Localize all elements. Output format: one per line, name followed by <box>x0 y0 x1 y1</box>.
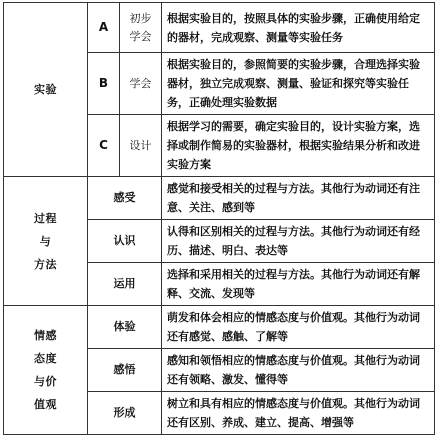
dimension-process-method <box>4 177 88 306</box>
description-cell: 萌发和体会相应的情感态度与价值观。其他行为动词还有感觉、感触、了解等 <box>162 306 435 349</box>
dimension-line: 方法 <box>34 257 57 271</box>
dimension-line: 过程 <box>34 211 57 225</box>
dimension-emotion-attitude-values <box>4 306 88 435</box>
verb-cell: 形成 <box>88 392 162 435</box>
verb-cell: 感悟 <box>88 349 162 392</box>
verb-cell: 体验 <box>88 306 162 349</box>
dimension-line: 与价 <box>34 375 57 388</box>
verb-cell: 运用 <box>88 263 162 306</box>
verb-cell: 感受 <box>88 177 162 220</box>
description-cell: 认得和区别相关的过程与方法。其他行为动词还有经历、描述、明白、表达等 <box>162 220 435 263</box>
description-cell: 感觉和接受相关的过程与方法。其他行为动词还有注意、关注、感到等 <box>162 177 435 220</box>
description-cell: 根据实验目的，参照简要的实验步骤，合理选择实验器材，独立完成观察、测量、验证和探究等实验任务，正确处理实验数据 <box>162 53 435 115</box>
table-row <box>4 3 435 53</box>
verb-cell: 认识 <box>88 220 162 263</box>
level-cell: B <box>88 53 120 115</box>
verb-cell: 初步学会 <box>120 3 162 53</box>
description-cell: 根据学习的需要，确定实验目的，设计实验方案，选择或制作简易的实验器材，根据实验结果分析和改进实验方案 <box>162 115 435 177</box>
dimension-line: 态度 <box>34 352 57 365</box>
verb-cell: 学会 <box>120 53 162 115</box>
objectives-table <box>3 2 435 435</box>
table-row <box>4 306 435 349</box>
dimension-experiment: 实验 <box>4 3 88 177</box>
description-cell: 树立和具有相应的情感态度与价值观。其他行为动词还有区别、养成、建立、提高、增强等 <box>162 392 435 435</box>
level-cell: A <box>88 3 120 53</box>
dimension-line: 值观 <box>34 398 57 411</box>
description-cell: 根据实验目的，按照具体的实验步骤，正确使用给定的器材，完成观察、测量等实验任务 <box>162 3 435 53</box>
level-cell: C <box>88 115 120 177</box>
description-cell: 选择和采用相关的过程与方法。其他行为动词还有解释、交流、发现等 <box>162 263 435 306</box>
description-cell: 感知和领悟相应的情感态度与价值观。其他行为动词还有领略、激发、懂得等 <box>162 349 435 392</box>
dimension-line: 情感 <box>34 329 57 342</box>
verb-cell: 设计 <box>120 115 162 177</box>
table-row <box>4 177 435 220</box>
dimension-line: 与 <box>39 234 52 248</box>
